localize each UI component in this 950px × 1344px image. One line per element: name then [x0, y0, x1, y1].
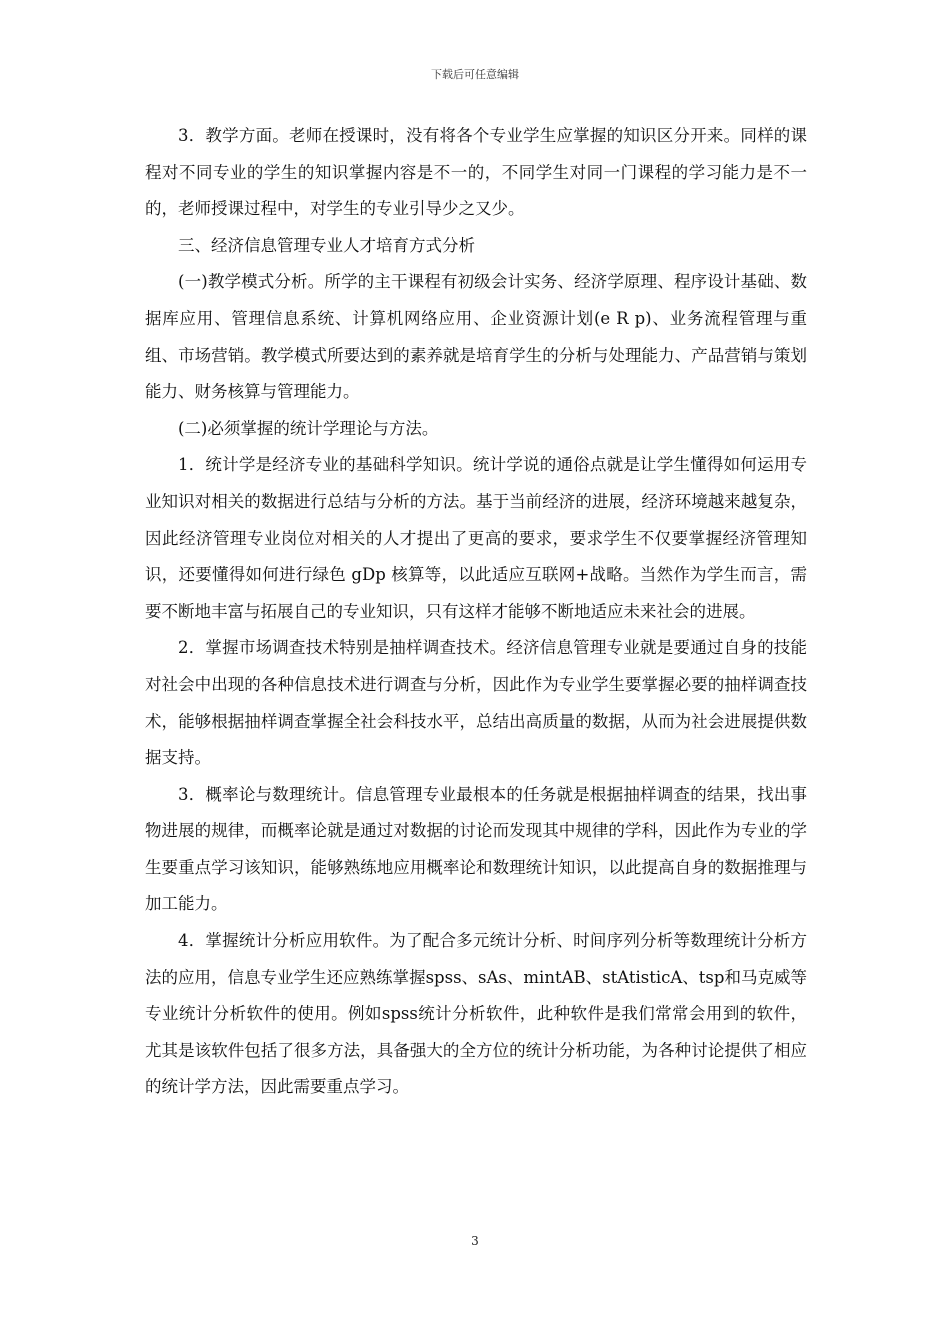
page-number: 3: [471, 1234, 479, 1248]
paragraph-market-survey: 2．掌握市场调查技术特别是抽样调查技术。经济信息管理专业就是要通过自身的技能对社会中出现的各种信息技术进行调查与分析，因此作为专业学生要掌握必要的抽样调查技术，能够根据抽样调查掌握全社会科技水平，总结出高质量的数据，从而为社会进展提供数据支持。: [145, 638, 807, 768]
paragraph-statistics-basics: 1．统计学是经济专业的基础科学知识。统计学说的通俗点就是让学生懂得如何运用专业知识对相关的数据进行总结与分析的方法。基于当前经济的进展，经济环境越来越复杂，因此经济管理专业岗位对相关的人才提出了更高的要求，要求学生不仅要掌握经济管理知识，还要懂得如何进行绿色 gDp 核算等，以此适应互联网+战略。当然作为学生而言，需要不断地丰富与拓展自己的专业知识，只有这样才能够不断地适应未来社会的进展。: [145, 455, 807, 621]
paragraph-statistics-heading: (二)必须掌握的统计学理论与方法。: [178, 418, 439, 438]
section-heading-training-methods: 三、经济信息管理专业人才培育方式分析: [178, 235, 475, 255]
paragraph-statistical-software: 4．掌握统计分析应用软件。为了配合多元统计分析、时间序列分析等数理统计分析方法的应用，信息专业学生还应熟练掌握spss、sAs、mintAB、stAtisticA、tsp和马克威等专业统计分析软件的使用。例如spss统计分析软件，此种软件是我们常常会用到的软件，尤其是该软件包括了很多方法，具备强大的全方位的统计分析功能，为各种讨论提供了相应的统计学方法，因此需要重点学习。: [145, 931, 807, 1097]
paragraph-teaching-model: (一)教学模式分析。所学的主干课程有初级会计实务、经济学原理、程序设计基础、数据库应用、管理信息系统、计算机网络应用、企业资源计划(e R p)、业务流程管理与重组、市场营销。教学模式所要达到的素养就是培育学生的分析与处理能力、产品营销与策划能力、财务核算与管理能力。: [145, 272, 807, 402]
document-body: [145, 118, 807, 1106]
page-header: 下载后可任意编辑: [431, 68, 519, 81]
paragraph-teaching-aspect: 3．教学方面。老师在授课时，没有将各个专业学生应掌握的知识区分开来。同样的课程对不同专业的学生的知识掌握内容是不一的，不同学生对同一门课程的学习能力是不一的，老师授课过程中，对学生的专业引导少之又少。: [145, 126, 807, 219]
paragraph-probability: 3．概率论与数理统计。信息管理专业最根本的任务就是根据抽样调查的结果，找出事物进展的规律，而概率论就是通过对数据的讨论而发现其中规律的学科，因此作为专业的学生要重点学习该知识，能够熟练地应用概率论和数理统计知识，以此提高自身的数据推理与加工能力。: [145, 784, 807, 914]
